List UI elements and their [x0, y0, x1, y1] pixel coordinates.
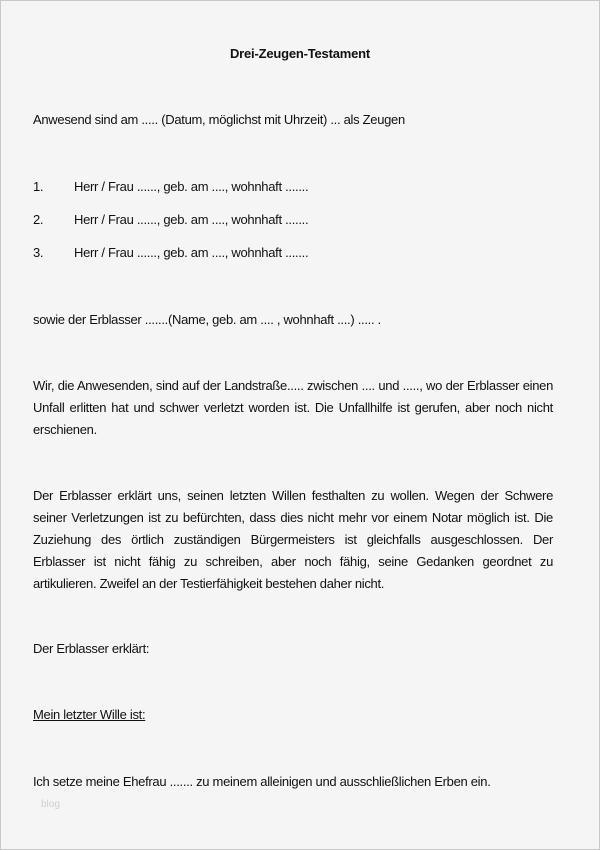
witness-number: 1.	[33, 179, 44, 194]
witness-text: Herr / Frau ......, geb. am ...., wohnhaft .......	[74, 212, 309, 227]
last-will-heading: Mein letzter Wille ist:	[33, 707, 146, 722]
witness-item-3	[33, 245, 308, 260]
declaration-paragraph: Der Erblasser erklärt uns, seinen letzten Willen festhalten zu wollen. Wegen der Schwere seiner Verletzungen ist zu befürchten, dass dies nicht mehr vor einem Notar möglich ist. Die Zuziehung des örtlich zuständigen Bürgermeisters ist gleichfalls ausgeschlossen. Der Erblasser ist nicht fähig zu schreiben, aber noch fähig, seine Gedanken geordnet zu artikulieren. Zweifel an der Testierfähigkeit bestehen daher nicht.	[33, 488, 553, 591]
witness-number: 3.	[33, 245, 44, 260]
witness-text: Herr / Frau ......, geb. am ...., wohnhaft .......	[74, 245, 309, 260]
testator-line: sowie der Erblasser .......(Name, geb. am .... , wohnhaft ....) ..... .	[33, 312, 381, 327]
witness-item-2	[33, 212, 308, 227]
document-title: Drei-Zeugen-Testament	[229, 46, 371, 61]
accident-paragraph: Wir, die Anwesenden, sind auf der Landstraße..... zwischen .... und ....., wo der Erblasser einen Unfall erlitten hat und schwer verletzt worden ist. Die Unfallhilfe ist gerufen, aber noch nicht erschienen.	[33, 378, 553, 437]
witness-item-1	[33, 179, 308, 194]
heir-statement: Ich setze meine Ehefrau ....... zu meinem alleinigen und ausschließlichen Erben ein.	[33, 774, 491, 789]
witness-text: Herr / Frau ......, geb. am ...., wohnhaft .......	[74, 179, 309, 194]
testator-declares: Der Erblasser erklärt:	[33, 641, 150, 656]
intro-line: Anwesend sind am ..... (Datum, möglichst mit Uhrzeit) ... als Zeugen	[33, 112, 405, 127]
watermark: blog	[41, 799, 60, 810]
witness-number: 2.	[33, 212, 44, 227]
